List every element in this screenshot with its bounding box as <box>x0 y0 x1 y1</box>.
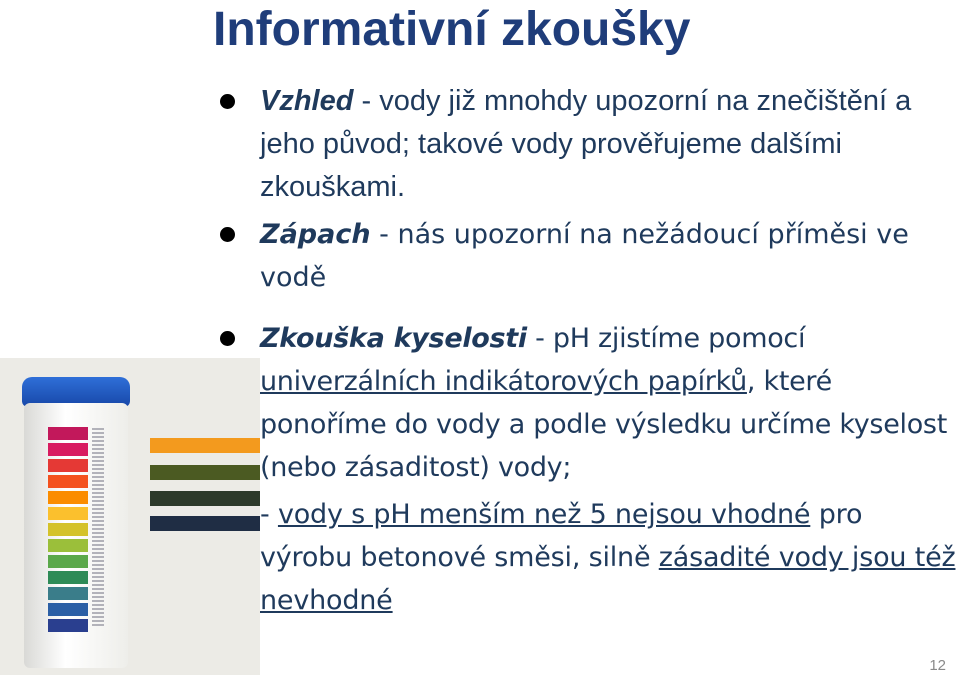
bullet-text: - vody již mnohdy upozorní na znečištění a jeho původ; takové vody prověřujeme dalšími zkouškami. <box>260 85 912 203</box>
bullet-list <box>218 80 956 622</box>
indicator-strip <box>150 438 260 453</box>
indicator-paper-text: univerzálních indikátorových papírků <box>260 366 747 397</box>
page-number: 12 <box>929 657 946 674</box>
ph-scale-swatch <box>48 491 88 504</box>
bullet-odor <box>218 213 956 299</box>
ph-scale-swatch <box>48 523 88 536</box>
bullet-appearance <box>218 80 956 209</box>
ph-scale-swatch <box>48 555 88 568</box>
bullet-dot-icon <box>220 227 235 242</box>
bullet-prefix: - <box>260 499 278 530</box>
unsuitable-alkaline-text: zásadité vody jsou též nevhodné <box>260 542 956 616</box>
bullet-keyword: Zkouška kyselosti <box>260 323 527 354</box>
ph-scale-swatch <box>48 539 88 552</box>
ph-scale-swatch <box>48 459 88 472</box>
slide-title: Informativní zkoušky <box>213 3 691 56</box>
ph-color-scale <box>48 427 88 635</box>
ph-scale-swatch <box>48 507 88 520</box>
bullet-keyword: Vzhled <box>260 85 354 117</box>
ph-scale-swatch <box>48 475 88 488</box>
ph-scale-swatch <box>48 427 88 440</box>
bullet-text: , které ponoříme do vody a podle výsledku určíme kyselost (nebo zásaditost) vody; <box>260 366 947 483</box>
bullet-keyword: Zápach <box>260 219 371 250</box>
bullet-dot-icon <box>220 331 235 346</box>
ph-scale-swatch <box>48 603 88 616</box>
ph-scale-swatch <box>48 571 88 584</box>
bullet-ph-note <box>218 493 956 622</box>
unsuitable-acidic-text: vody s pH menším než 5 nejsou vhodné <box>277 499 811 530</box>
bullet-acidity-test <box>218 317 956 489</box>
bullet-dot-icon <box>220 94 235 109</box>
indicator-strip <box>150 516 260 531</box>
ph-scale-swatch <box>48 587 88 600</box>
indicator-strip <box>150 491 260 506</box>
bullet-text: - pH zjistíme pomocí <box>526 323 806 354</box>
bullet-text: - nás upozorní na nežádoucí příměsi ve vodě <box>260 219 909 293</box>
ph-scale-swatch <box>48 443 88 456</box>
ph-scale-swatch <box>48 619 88 632</box>
ph-test-kit-photo <box>0 358 260 675</box>
indicator-strip <box>150 465 260 480</box>
bullet-text: pro výrobu betonové směsi, silně <box>260 499 863 573</box>
tube-label-text <box>92 428 104 628</box>
